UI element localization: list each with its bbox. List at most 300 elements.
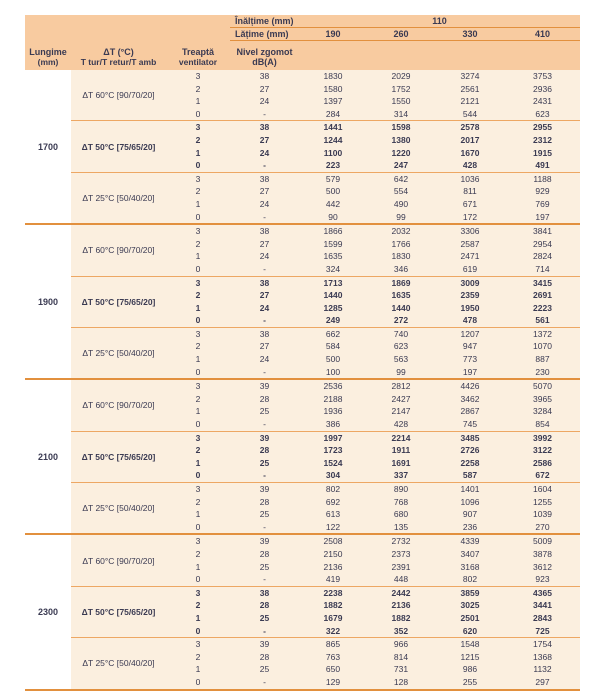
table-row [166, 250, 580, 263]
output-value-cell: 135 [393, 521, 409, 532]
noise-level-cell: 25 [259, 509, 270, 520]
noise-level-cell: - [263, 108, 266, 119]
noise-level-cell: 39 [259, 639, 270, 650]
length-group-body [71, 380, 580, 533]
noise-level-cell: 39 [259, 381, 270, 392]
output-value-cell: 890 [393, 484, 409, 494]
output-value-cell: 865 [325, 639, 341, 650]
noise-level-cell: 39 [259, 536, 270, 547]
output-value-cell: 623 [535, 108, 550, 119]
output-value-cell: 3841 [533, 226, 552, 237]
table-body [25, 70, 580, 689]
output-value-cell: 1255 [533, 496, 552, 507]
output-value-cell: 2471 [460, 251, 480, 262]
output-value-cell: 223 [325, 160, 341, 171]
output-value-cell: 1915 [533, 147, 552, 158]
output-value-cell: 2029 [391, 71, 411, 81]
output-value-cell: 3612 [533, 561, 552, 572]
output-value-cell: 2312 [533, 134, 552, 145]
table-row [166, 225, 580, 238]
dt-label: ΔT 50°C [75/65/20] [81, 606, 156, 617]
output-value-cell: 966 [393, 639, 409, 650]
table-row [166, 508, 580, 521]
output-value-cell: 304 [325, 470, 341, 481]
output-value-cell: 814 [393, 651, 409, 662]
fan-step-cell: 1 [195, 664, 201, 675]
fan-step-cell: 2 [195, 186, 201, 197]
noise-level-cell: 38 [259, 587, 270, 598]
col-header-dt-line1: ΔT (°C) [103, 47, 134, 57]
output-value-cell: 650 [325, 664, 341, 675]
col-header-treapta-line1: Treaptă [181, 47, 214, 57]
noise-level-cell: 28 [259, 548, 270, 559]
fan-step-cell: 0 [195, 315, 201, 326]
output-value-cell: 2214 [391, 432, 411, 443]
length-group [25, 378, 580, 533]
section-rows [166, 225, 580, 275]
output-value-cell: 2442 [391, 587, 411, 598]
col-header-lungime-line2: (mm) [37, 57, 59, 67]
noise-level-cell: - [263, 521, 266, 532]
table-row [166, 432, 580, 445]
output-value-cell: 255 [462, 676, 478, 687]
output-value-cell: 3462 [460, 393, 480, 404]
output-value-cell: 2121 [460, 96, 480, 107]
table-row [166, 535, 580, 548]
output-value-cell: 314 [393, 108, 409, 119]
dt-section [71, 172, 580, 223]
output-value-cell: 1604 [533, 484, 552, 494]
fan-step-cell: 0 [195, 366, 201, 377]
output-value-cell: 2508 [323, 536, 343, 547]
output-value-cell: 1691 [391, 457, 411, 468]
output-value-cell: 236 [462, 521, 478, 532]
output-value-cell: 3274 [460, 71, 480, 81]
table-row [166, 302, 580, 315]
dt-section [71, 120, 580, 171]
fan-step-cell: 2 [195, 393, 201, 404]
output-value-cell: 2373 [391, 548, 411, 559]
col-header-dt-line2: T tur/T retur/T amb [80, 57, 157, 67]
table-row [166, 198, 580, 211]
output-value-cell: 2136 [323, 561, 343, 572]
output-value-cell: 768 [393, 496, 409, 507]
table-row [166, 238, 580, 251]
fan-step-cell: 0 [195, 211, 201, 222]
output-value-cell: 1882 [391, 612, 411, 623]
output-value-cell: 769 [535, 198, 550, 209]
fan-step-cell: 2 [195, 83, 201, 94]
fan-step-cell: 0 [195, 574, 201, 585]
dt-label: ΔT 25°C [50/40/20] [82, 503, 155, 514]
table-row [166, 159, 580, 172]
table-row [166, 405, 580, 418]
table-row [166, 469, 580, 482]
table-row [166, 263, 580, 276]
output-value-cell: 2954 [533, 238, 552, 249]
fan-step-cell: 1 [195, 612, 201, 623]
noise-level-cell: 25 [259, 561, 270, 572]
output-value-cell: 1372 [533, 328, 552, 339]
output-value-cell: 811 [463, 186, 477, 197]
output-value-cell: 1598 [391, 122, 411, 133]
dt-section [71, 637, 580, 688]
fan-step-cell: 1 [195, 354, 201, 365]
output-value-cell: 1599 [323, 238, 343, 249]
output-value-cell: 491 [535, 160, 550, 171]
col-header-treapta-line2: ventilator [178, 57, 218, 67]
output-value-cell: 1207 [460, 328, 480, 339]
noise-level-cell: 24 [259, 147, 270, 158]
fan-step-cell: 3 [195, 587, 201, 598]
noise-level-cell: 27 [259, 186, 270, 197]
fan-step-cell: 0 [195, 160, 201, 171]
output-value-cell: 672 [535, 470, 550, 481]
fan-step-cell: 2 [195, 600, 201, 611]
length-value: 1900 [25, 225, 71, 378]
noise-level-cell: 24 [259, 96, 270, 107]
output-value-cell: 2812 [391, 381, 411, 392]
output-value-cell: 2955 [533, 122, 552, 133]
output-value-cell: 745 [462, 419, 478, 430]
col-header-lungime [25, 47, 71, 70]
output-value-cell: 1670 [460, 147, 480, 158]
noise-level-cell: 38 [259, 122, 270, 133]
fan-step-cell: 0 [195, 625, 201, 636]
output-value-cell: 1039 [533, 509, 552, 520]
noise-level-cell: 28 [259, 600, 270, 611]
output-value-cell: 1830 [391, 251, 411, 262]
dt-label: ΔT 50°C [75/65/20] [81, 451, 156, 462]
fan-step-cell: 1 [195, 509, 201, 520]
output-value-cell: 1911 [391, 445, 411, 456]
fan-step-cell: 2 [195, 341, 201, 352]
output-value-cell: 923 [535, 574, 550, 585]
output-value-cell: 2691 [533, 290, 552, 301]
fan-step-cell: 2 [195, 290, 201, 301]
table-row [166, 289, 580, 302]
fan-step-cell: 0 [195, 676, 201, 687]
col-header-treapta [166, 47, 230, 70]
noise-level-cell: - [263, 574, 266, 585]
output-value-cell: 1766 [391, 238, 411, 249]
section-rows [166, 328, 580, 378]
dt-section [71, 535, 580, 585]
output-value-cell: 419 [325, 574, 341, 585]
output-value-cell: 680 [393, 509, 409, 520]
section-rows [166, 587, 580, 637]
fan-step-cell: 1 [195, 251, 201, 262]
output-value-cell: 1215 [460, 651, 480, 662]
dt-section [71, 586, 580, 637]
noise-level-cell: 27 [259, 83, 270, 94]
output-value-cell: 478 [462, 315, 478, 326]
width-col-330: 330 [435, 28, 505, 41]
output-value-cell: 986 [462, 664, 478, 675]
output-value-cell: 1401 [460, 484, 480, 494]
dt-label: ΔT 50°C [75/65/20] [81, 141, 156, 152]
fan-step-cell: 3 [195, 432, 201, 443]
section-rows [166, 483, 580, 533]
output-value-cell: 3441 [533, 600, 552, 611]
output-value-cell: 2431 [533, 96, 552, 107]
fan-step-cell: 1 [195, 198, 201, 209]
table-row [166, 496, 580, 509]
output-value-cell: 619 [462, 263, 478, 274]
output-value-cell: 2238 [323, 587, 343, 598]
output-value-cell: 1866 [323, 226, 343, 237]
table-row [166, 314, 580, 327]
output-value-cell: 3415 [533, 277, 552, 288]
output-value-cell: 3306 [460, 226, 480, 237]
output-value-cell: 3859 [460, 587, 480, 598]
table-row [166, 651, 580, 664]
noise-level-cell: 27 [259, 238, 270, 249]
output-value-cell: 2017 [460, 134, 480, 145]
output-value-cell: 725 [535, 625, 550, 636]
output-value-cell: 128 [393, 676, 409, 687]
length-group-body [71, 535, 580, 688]
fan-step-cell: 1 [195, 147, 201, 158]
output-value-cell: 1550 [391, 96, 411, 107]
noise-level-cell: 24 [259, 198, 270, 209]
output-value-cell: 500 [325, 186, 341, 197]
output-value-cell: 1100 [323, 147, 343, 158]
table-row [166, 185, 580, 198]
length-value: 2300 [25, 535, 71, 688]
noise-level-cell: - [263, 366, 266, 377]
output-value-cell: 2587 [460, 238, 480, 249]
output-value-cell: 172 [462, 211, 478, 222]
length-group-body [71, 225, 580, 378]
output-value-cell: 2726 [460, 445, 480, 456]
fan-step-cell: 0 [195, 521, 201, 532]
fan-step-cell: 0 [195, 470, 201, 481]
output-value-cell: 3009 [460, 277, 480, 288]
table-row [166, 173, 580, 186]
output-value-cell: 1752 [391, 83, 411, 94]
output-value-cell: 1285 [323, 302, 343, 313]
output-value-cell: 346 [393, 263, 409, 274]
dt-section [71, 482, 580, 533]
output-value-cell: 270 [535, 521, 550, 532]
table-row [166, 561, 580, 574]
output-value-cell: 1754 [533, 639, 552, 650]
col-header-nivel-line2: dB(A) [252, 57, 277, 67]
output-value-cell: 2936 [533, 83, 552, 94]
output-value-cell: 2150 [323, 548, 343, 559]
output-value-cell: 561 [535, 315, 550, 326]
table-row [166, 663, 580, 676]
output-value-cell: 929 [535, 186, 550, 197]
dt-section [71, 327, 580, 378]
output-value-cell: 490 [393, 198, 409, 209]
section-rows [166, 121, 580, 171]
dt-section [71, 225, 580, 275]
output-value-cell: 671 [462, 198, 478, 209]
output-value-cell: 500 [325, 354, 341, 365]
output-value-cell: 1635 [323, 251, 343, 262]
dt-label: ΔT 60°C [90/70/20] [82, 90, 155, 101]
output-value-cell: 3485 [460, 432, 480, 443]
fan-step-cell: 2 [195, 496, 201, 507]
output-value-cell: 802 [325, 484, 341, 494]
output-value-cell: 99 [396, 211, 406, 222]
width-label: Lățime (mm) [230, 28, 299, 41]
noise-level-cell: 39 [259, 432, 270, 443]
output-value-cell: 249 [325, 315, 341, 326]
output-value-cell: 692 [325, 496, 341, 507]
output-value-cell: 662 [325, 328, 341, 339]
noise-level-cell: 28 [259, 651, 270, 662]
fan-step-cell: 0 [195, 108, 201, 119]
output-value-cell: 763 [325, 651, 341, 662]
dt-label: ΔT 50°C [75/65/20] [81, 296, 156, 307]
output-value-cell: 1368 [533, 651, 552, 662]
noise-level-cell: 25 [259, 457, 270, 468]
table-row [166, 599, 580, 612]
length-group [25, 533, 580, 688]
length-group-body [71, 70, 580, 223]
output-value-cell: 5009 [533, 536, 552, 547]
output-value-cell: 1635 [391, 290, 411, 301]
noise-level-cell: 24 [259, 251, 270, 262]
output-value-cell: 386 [325, 419, 341, 430]
output-value-cell: 2561 [460, 83, 480, 94]
noise-level-cell: 38 [259, 226, 270, 237]
output-value-cell: 1096 [460, 496, 480, 507]
table-row [166, 676, 580, 689]
section-rows [166, 638, 580, 688]
output-value-cell: 1036 [460, 173, 480, 184]
table-row [166, 521, 580, 534]
output-value-cell: 3025 [460, 600, 480, 611]
noise-level-cell: - [263, 263, 266, 274]
output-value-cell: 2843 [533, 612, 552, 623]
output-value-cell: 802 [462, 574, 478, 585]
noise-level-cell: - [263, 470, 266, 481]
output-value-cell: 2391 [391, 561, 411, 572]
fan-step-cell: 3 [195, 226, 201, 237]
height-label: Înălțime (mm) [230, 15, 299, 28]
fan-step-cell: 2 [195, 238, 201, 249]
dt-label: ΔT 25°C [50/40/20] [82, 348, 155, 359]
noise-level-cell: - [263, 211, 266, 222]
output-value-cell: 773 [462, 354, 478, 365]
output-value-cell: 428 [393, 419, 409, 430]
output-value-cell: 2147 [391, 406, 411, 417]
table-row [166, 83, 580, 96]
noise-level-cell: 38 [259, 173, 270, 184]
output-value-cell: 4365 [533, 587, 552, 598]
dt-section [71, 380, 580, 430]
output-value-cell: 1713 [323, 277, 343, 288]
fan-step-cell: 0 [195, 263, 201, 274]
output-value-cell: 2824 [533, 251, 552, 262]
output-value-cell: 2427 [391, 393, 411, 404]
table-row [166, 353, 580, 366]
col-header-nivel-line1: Nivel zgomot [236, 47, 293, 57]
output-value-cell: 3965 [533, 393, 552, 404]
table-bottom-rule [25, 689, 580, 691]
length-value: 1700 [25, 70, 71, 223]
output-value-cell: 544 [462, 108, 478, 119]
fan-step-cell: 1 [195, 96, 201, 107]
table-row [166, 147, 580, 160]
output-value-cell: 1380 [391, 134, 411, 145]
noise-level-cell: 25 [259, 612, 270, 623]
table-row [166, 211, 580, 224]
output-value-cell: 448 [393, 574, 409, 585]
section-rows [166, 277, 580, 327]
table-row [166, 340, 580, 353]
table-row [166, 95, 580, 108]
output-value-cell: 197 [535, 211, 550, 222]
output-value-cell: 907 [462, 509, 478, 520]
output-value-cell: 1679 [323, 612, 343, 623]
noise-level-cell: 27 [259, 290, 270, 301]
output-value-cell: 337 [393, 470, 409, 481]
table-row [166, 548, 580, 561]
output-value-cell: 90 [328, 211, 338, 222]
noise-level-cell: 28 [259, 445, 270, 456]
output-value-cell: 2258 [460, 457, 480, 468]
length-group [25, 70, 580, 223]
col-header-dt [71, 47, 166, 70]
fan-step-cell: 1 [195, 457, 201, 468]
table-row [166, 393, 580, 406]
table-row [166, 366, 580, 379]
fan-step-cell: 2 [195, 548, 201, 559]
table-row [166, 328, 580, 341]
output-value-cell: 947 [462, 341, 478, 352]
section-rows [166, 380, 580, 430]
dt-section [71, 276, 580, 327]
table-row [166, 70, 580, 83]
output-value-cell: 3122 [533, 445, 552, 456]
fan-step-cell: 1 [195, 406, 201, 417]
output-value-cell: 4339 [460, 536, 480, 547]
table-row [166, 587, 580, 600]
output-value-cell: 100 [325, 366, 341, 377]
output-value-cell: 554 [393, 186, 409, 197]
output-value-cell: 3878 [533, 548, 552, 559]
table-row [166, 638, 580, 651]
fan-step-cell: 3 [195, 71, 201, 81]
table-row [166, 134, 580, 147]
table-row [166, 483, 580, 496]
output-value-cell: 2223 [533, 302, 552, 313]
output-value-cell: 1244 [323, 134, 343, 145]
output-value-cell: 2586 [533, 457, 552, 468]
table-row [166, 612, 580, 625]
output-value-cell: 5070 [533, 381, 552, 392]
output-value-cell: 2536 [323, 381, 343, 392]
output-value-cell: 623 [393, 341, 409, 352]
output-value-cell: 428 [462, 160, 478, 171]
output-value-cell: 2501 [460, 612, 480, 623]
output-value-cell: 3992 [533, 432, 552, 443]
table-header [25, 15, 580, 70]
output-value-cell: 1397 [323, 96, 343, 107]
fan-step-cell: 2 [195, 445, 201, 456]
output-table [25, 15, 580, 691]
table-row [166, 573, 580, 586]
output-value-cell: 3407 [460, 548, 480, 559]
output-value-cell: 579 [325, 173, 341, 184]
noise-level-cell: - [263, 315, 266, 326]
noise-level-cell: 27 [259, 341, 270, 352]
